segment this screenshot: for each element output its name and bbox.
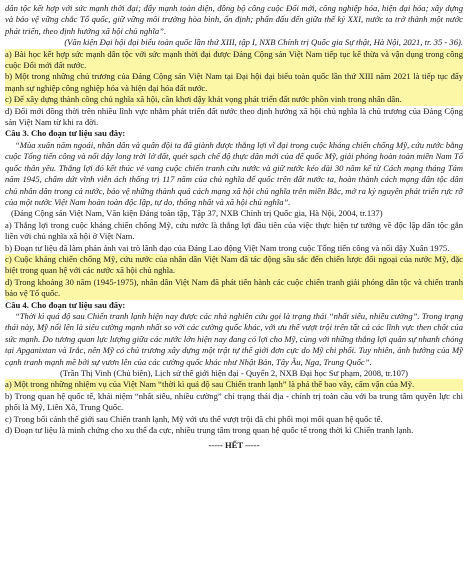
question-3-statement-d: d) Trong khoảng 30 năm (1945-1975), nhân dân Việt Nam đã phát tiến hành các cuộc chiến tranh giải phóng dân tộc và chiến tranh bảo vệ Tổ quốc. (5, 276, 463, 299)
question-4-source: (Trần Thị Vinh (Chủ biên), Lịch sử thế giới hiện đại - Quyển 2, NXB Đại học Sư phạm, 2008, tr.107) (59, 368, 409, 378)
statement-d: d) Đổi mới đồng thời trên nhiều lĩnh vực nhằm phát triển đất nước theo định hướng xã hội chủ nghĩa là chủ trương của Đảng Cộng sản Việt Nam từ khi ra đời. (5, 105, 463, 128)
question-3-title: Câu 3. Cho đoạn tư liệu sau đây: (5, 128, 126, 139)
question-4-statement-c: c) Trong bối cảnh thế giới sau Chiến tranh lạnh, Mỹ với ưu thế vượt trội đã chi phối mọi mối quan hệ quốc tế. (5, 413, 383, 424)
question-3-statement-c: c) Cuộc kháng chiến chống Mỹ, cứu nước của nhân dân Việt Nam đã tác động sâu sắc đến chiến lược đối ngoại của nước Mỹ, đặc biệt trong quan hệ với các nước xã hội chủ nghĩa. (5, 253, 463, 276)
question-3-statement-b: b) Đoạn tư liệu đã làm phản ánh vai trò lãnh đạo của Đảng Lao động Việt Nam trong cuộc Tổng tiến công và nổi dậy Xuân 1975. (5, 242, 450, 253)
quote-tail: dân tộc kết hợp với sức mạnh thời đại; đẩy mạnh toàn diện, đồng bộ công cuộc Đổi mới, công nghiệp hóa, hiện đại hóa; xây dựng và bảo vệ vững chắc Tổ quốc, giữ vững môi trường hòa bình, ổn định; phấn đấu đến giữa thế kỷ XXI, nước ta trở thành một nước phát triển, theo định hướng xã hội chủ nghĩa”. (5, 3, 463, 36)
statement-a: a) Bài học kết hợp sức mạnh dân tộc với sức mạnh thời đại được Đảng Cộng sản Việt Nam tiếp tục kế thừa và vận dụng trong công cuộc Đổi mới đất nước. (5, 48, 463, 71)
question-4-statement-a: a) Một trong những nhiệm vụ của Việt Nam “thời kì quá độ sau Chiến tranh lạnh” là phá thế bao vây, cấm vận của Mỹ. (5, 379, 463, 390)
question-4-statement-b: b) Trong quan hệ quốc tế, khái niệm “nhất siêu, nhiều cường” chỉ trạng thái địa - chính trị toàn cầu với ba trung tâm quyền lực chi phối là Mỹ, Liên Xô, Trung Quốc. (5, 390, 463, 413)
question-3-quote: “Mùa xuân năm ngoái, nhân dân và quân đội ta đã giành được thắng lợi vĩ đại trong cuộc kháng chiến chống Mỹ, cứu nước bằng cuộc Tổng tiến công và nổi dậy long trời lở đất, quét sạch chế độ thực dân mới của đế quốc Mỹ, giải phóng hoàn toàn miền Nam Tổ quốc thân yêu. Thắng lợi đó kết thúc vẻ vang cuộc chiến tranh cứu nước và giữ nước kéo dài 30 năm kể từ Cách mạng tháng Tám năm 1945, chấm dứt vĩnh viễn ách thống trị 117 năm của chủ nghĩa đế quốc trên đất nước ta, hoàn thành cách mạng dân tộc dân chủ nhân dân trong cả nước, bảo vệ những thành quả cách mạng xã hội chủ nghĩa trên miền Bắc, mở ra kỷ nguyên phát triển rực rỡ của một nước Việt Nam hoàn toàn độc lập, tự do, thống nhất và xã hội chủ nghĩa”. (5, 139, 463, 207)
statement-c: c) Để xây dựng thành công chủ nghĩa xã hội, cần khơi dậy khát vọng phát triển đất nước phồn vinh trong nhân dân. (5, 94, 463, 105)
end-mark: ----- HẾT ----- (208, 440, 260, 451)
question-4-quote: “Thời kì quá độ sau Chiến tranh lạnh hiện nay được các nhà nghiên cứu gọi là trạng thái “nhất siêu, nhiều cường”. Trong trạng thái này, Mỹ nổi lên là siêu cường mạnh nhất so với các cường quốc khác, với ưu thế vượt trội trên tất cả các lĩnh vực then chốt của sức mạnh. Do tương quan lực lượng giữa các nước lớn hiện nay đang có lợi cho Mỹ, cùng với những thắng lợi quân sự nhanh chóng tại Apganixtan và Irắc, nên Mỹ có chủ trương xây dựng một trật tự thế giới đơn cực do Mỹ chi phối. Tuy nhiên, ảnh hưởng của Mỹ cạnh tranh mạnh mẽ bởi sự vươn lên của các cường quốc khác như Nhật Bản, Tây Âu, Nga, Trung Quốc”. (5, 310, 463, 367)
source-citation: (Văn kiện Đại hội đại biểu toàn quốc lần thứ XIII, tập I, NXB Chính trị Quốc gia Sự thật, Hà Nội, 2021, tr. 35 - 36). (64, 37, 463, 48)
question-3-source: (Đảng Cộng sản Việt Nam, Văn kiện Đảng toàn tập, Tập 37, NXB Chính trị Quốc gia, Hà Nội, 2004, tr.137) (11, 208, 383, 219)
question-4-statement-d: d) Đoạn tư liệu là minh chứng cho xu thế đa cực, nhiều trung tâm trong quan hệ quốc tế trong thời kì Chiến tranh lạnh. (5, 425, 414, 436)
statement-b: b) Một trong những chủ trương của Đảng Cộng sản Việt Nam tại Đại hội đại biểu toàn quốc lần thứ XIII năm 2021 là tiếp tục đẩy mạnh sự nghiệp công nghiệp hóa và hiện đại hóa đất nước. (5, 71, 463, 93)
question-3-statement-a: a) Thắng lợi trong cuộc kháng chiến chống Mỹ, cứu nước là thắng lợi đầu tiên của việc thực hiện tư tưởng về độc lập dân tộc gắn liền với chủ nghĩa xã hội ở Việt Nam. (5, 219, 463, 242)
question-4-title: Câu 4. Cho đoạn tư liệu sau đây: (5, 299, 126, 310)
